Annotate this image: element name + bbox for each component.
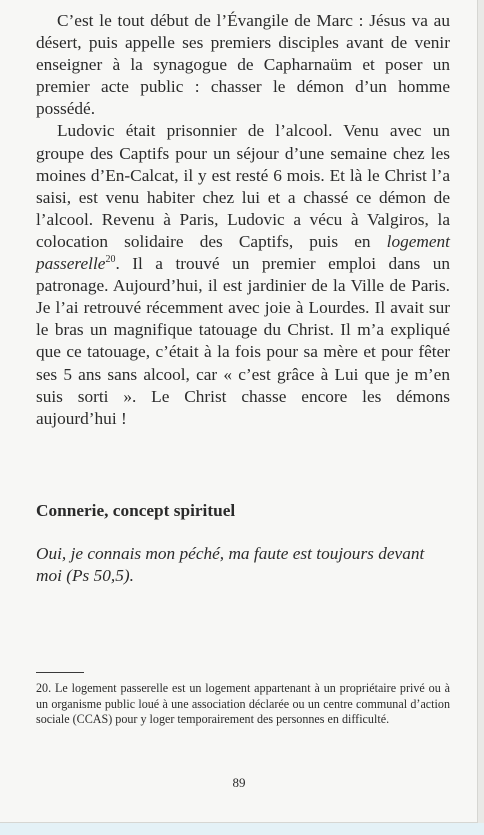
scripture-quote: Oui, je connais mon péché, ma faute est toujours devant moi (Ps 50,5).	[36, 544, 425, 586]
footnote-divider	[36, 672, 84, 673]
paragraph-2-text-end: . Il a trouvé un premier emploi dans un patronage. Aujourd’hui, il est jardinier de la Ville de Paris. Je l’ai retrouvé récemment avec joie à Lourdes. Il avait sur le bras un magnifique tatouage du Christ. Il m’a expliqué que ce tatouage, c’était à la fois pour sa mère et pour fêter ses 5 ans sans alcool, car « c’est grâce à Lui que je m’en suis sorti ». Le Christ chasse encore les démons aujourd’hui !	[36, 254, 450, 428]
paragraph-1: C’est le tout début de l’Évangile de Marc : Jésus va au désert, puis appelle ses premiers disciples avant de venir enseigner à la synagogue de Capharnaüm et poser un premier acte public : chasser le démon d’un homme possédé.	[36, 11, 450, 119]
italic-term: logement passerelle	[36, 231, 450, 274]
main-text	[36, 10, 450, 430]
footnote: 20. Le logement passerelle est un logement appartenant à un propriétaire privé ou à un organisme public loué à une association déclarée ou un centre communal d’action sociale (CCAS) pour y loger temporairement des personnes en difficulté.	[36, 681, 450, 727]
footnote-reference: 20	[105, 254, 116, 266]
section-heading: Connerie, concept spirituel	[36, 501, 236, 520]
bottom-strip	[0, 823, 484, 835]
paragraph-2-text-start: Ludovic était prisonnier de l’alcool. Venu avec un groupe des Captifs pour un séjour d’une semaine chez les moines d’En-Calcat, il y est resté 6 mois. Et là le Christ l’a saisi, est venu habiter chez lui et a chassé ce démon de l’alcool. Revenu à Paris, Ludovic a vécu à Valgiros, la colocation solidaire des Captifs, puis en	[36, 121, 450, 251]
page-number: 89	[232, 775, 246, 790]
paragraph-2	[36, 120, 450, 429]
